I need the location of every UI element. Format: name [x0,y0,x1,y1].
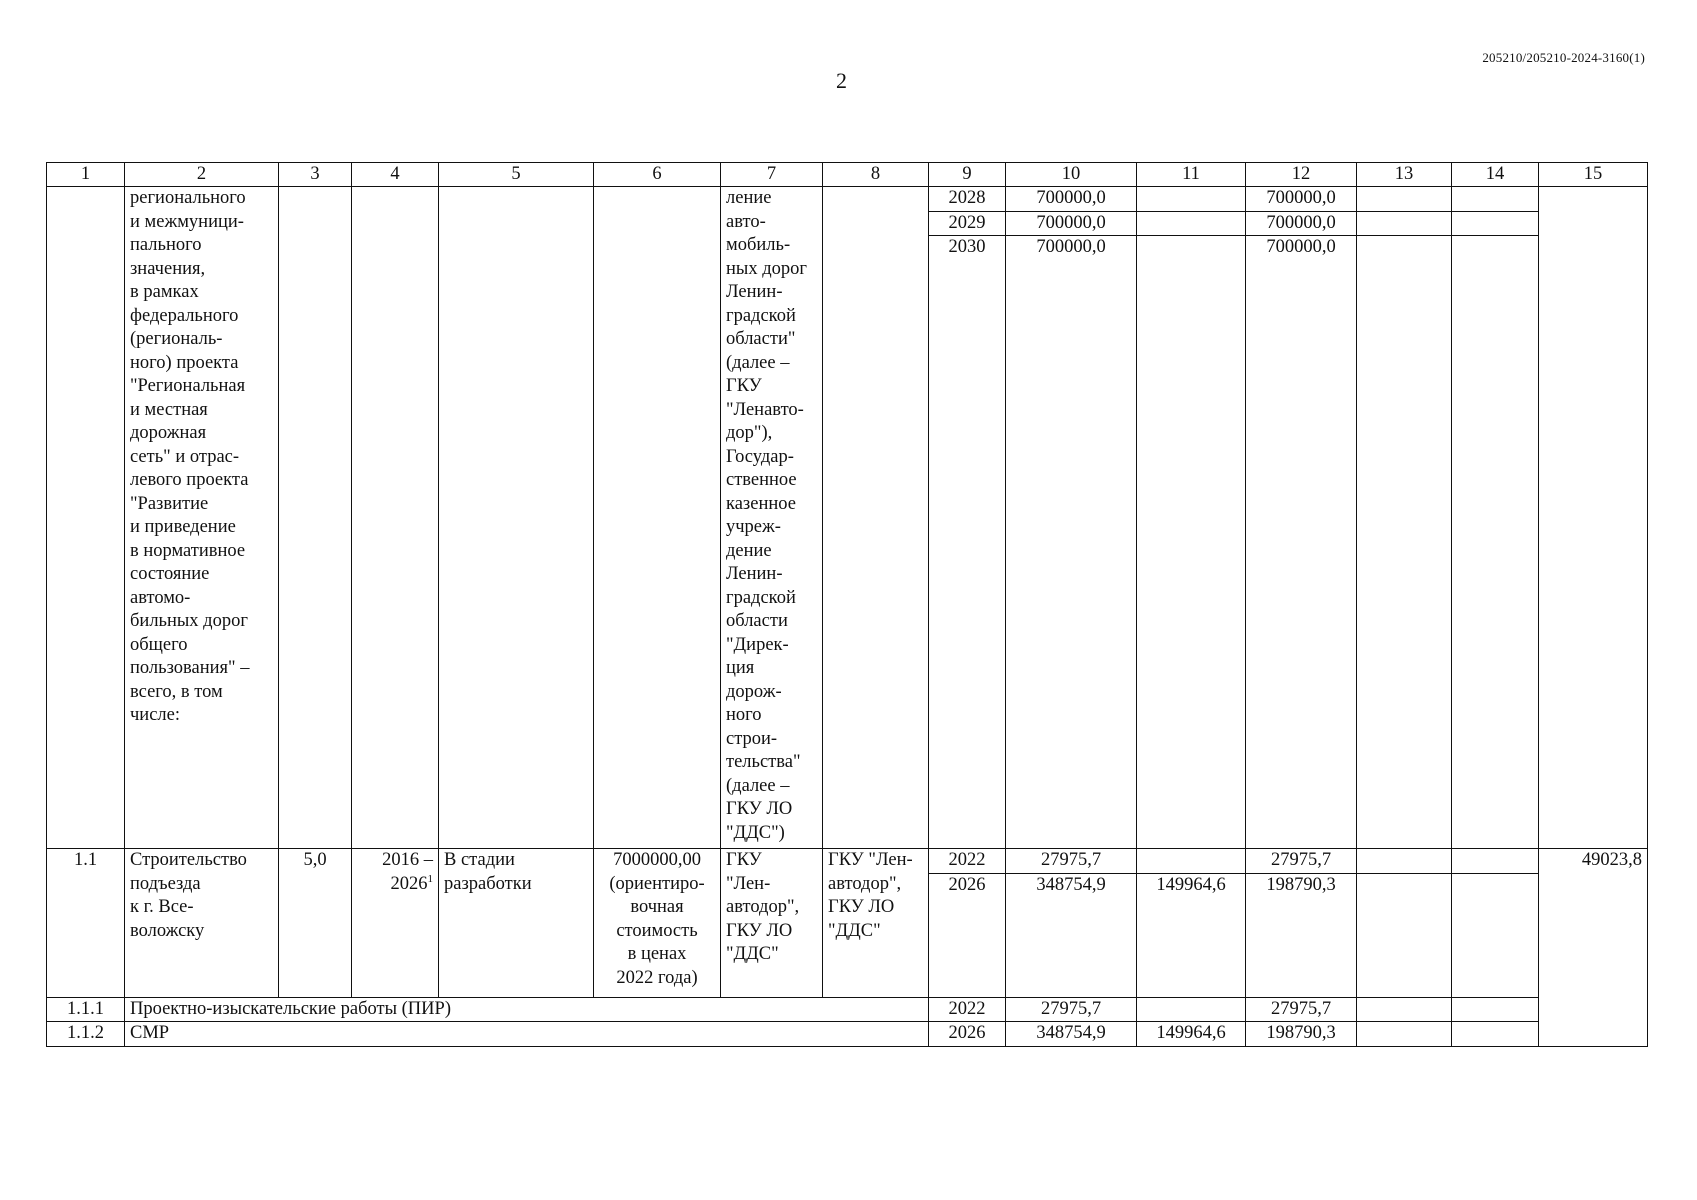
document-id: 205210/205210-2024-3160(1) [1482,50,1645,65]
work-name: Проектно-изыскательские работы (ПИР) [125,997,929,1022]
year-cell: 2028 [929,187,1006,212]
col13-cell [1357,1022,1452,1047]
col14-cell [1452,211,1539,236]
col13-cell [1357,187,1452,212]
row-number: 1.1 [47,849,125,998]
year-cell: 2030 [929,236,1006,849]
period-footnote: 1 [427,872,433,885]
page-number: 2 [836,68,847,93]
col-header: 11 [1137,163,1246,187]
col13-cell [1357,997,1452,1022]
year-cell: 2026 [929,1022,1006,1047]
total-cell: 700000,0 [1006,236,1137,849]
main-period-cell [352,187,439,849]
col-header: 7 [721,163,823,187]
total-cell: 27975,7 [1006,997,1137,1022]
federal-cell [1137,236,1246,849]
col14-cell [1452,236,1539,849]
col13-cell [1357,211,1452,236]
total-cell: 27975,7 [1006,849,1137,874]
col-header: 3 [279,163,352,187]
col-header: 6 [594,163,721,187]
total-cell: 348754,9 [1006,1022,1137,1047]
col13-cell [1357,849,1452,874]
main-cost-cell [594,187,721,849]
col-header: 1 [47,163,125,187]
main-status-cell [439,187,594,849]
work-name: СМР [125,1022,929,1047]
main-length-cell [279,187,352,849]
col14-cell [1452,997,1539,1022]
col14-cell [1452,1022,1539,1047]
length-value: 5,0 [279,849,352,998]
col-header: 5 [439,163,594,187]
federal-cell [1137,187,1246,212]
col-header: 12 [1246,163,1357,187]
col-header: 4 [352,163,439,187]
regional-cell: 700000,0 [1246,211,1357,236]
col-header: 10 [1006,163,1137,187]
executor-value: ГКУ "Лен- автодор", ГКУ ЛО "ДДС" [823,849,929,998]
period-cell [352,849,439,998]
col-header: 15 [1539,163,1648,187]
col-header: 2 [125,163,279,187]
federal-cell: 149964,6 [1137,873,1246,997]
year-cell: 2026 [929,873,1006,997]
federal-cell [1137,849,1246,874]
main-executor-cell [823,187,929,849]
col15-value: 49023,8 [1539,849,1648,1047]
total-cell: 700000,0 [1006,211,1137,236]
status-value: В стадии разработки [439,849,594,998]
col13-cell [1357,873,1452,997]
regional-cell: 700000,0 [1246,187,1357,212]
main-num-cell [47,187,125,849]
table-row [47,849,1648,874]
program-table [46,162,1648,1047]
customer-value: ГКУ "Лен- автодор", ГКУ ЛО "ДДС" [721,849,823,998]
period-value: 2016 – 2026 [382,850,433,894]
col14-cell [1452,187,1539,212]
total-cell: 700000,0 [1006,187,1137,212]
total-cell: 348754,9 [1006,873,1137,997]
regional-cell: 27975,7 [1246,997,1357,1022]
column-header-row [47,163,1648,187]
federal-cell [1137,211,1246,236]
col-header: 13 [1357,163,1452,187]
col14-cell [1452,873,1539,997]
col-header: 9 [929,163,1006,187]
federal-cell: 149964,6 [1137,1022,1246,1047]
regional-cell: 700000,0 [1246,236,1357,849]
main-customer-cell: ление авто- мобиль- ных дорог Ленин- градской области" (далее – ГКУ "Ленавто- дор"), Государ- ственное казенное учреж- дение Ленин- градской области "Дирек- ция дорож- ного строи- тельства" (далее – ГКУ ЛО "ДДС") [721,187,823,849]
table-row [47,1022,1648,1047]
regional-cell: 198790,3 [1246,1022,1357,1047]
main-name-cell: регионального и межмуници- пального значения, в рамках федерального (региональ- ного) проекта "Региональная и местная дорожная сеть" и отрас- левого проекта "Развитие и приведение в нормативное состояние автомо- бильных дорог общего пользования" – всего, в том числе: [125,187,279,849]
federal-cell [1137,997,1246,1022]
table-row [47,997,1648,1022]
col-header: 8 [823,163,929,187]
col15-cell [1539,187,1648,849]
col-header: 14 [1452,163,1539,187]
year-cell: 2022 [929,997,1006,1022]
table-row [47,187,1648,212]
regional-cell: 27975,7 [1246,849,1357,874]
row-number: 1.1.1 [47,997,125,1022]
regional-cell: 198790,3 [1246,873,1357,997]
year-cell: 2029 [929,211,1006,236]
year-cell: 2022 [929,849,1006,874]
col14-cell [1452,849,1539,874]
row-number: 1.1.2 [47,1022,125,1047]
cost-value: 7000000,00 (ориентиро- вочная стоимость в ценах 2022 года) [594,849,721,998]
col13-cell [1357,236,1452,849]
object-name: Строительство подъезда к г. Все- воложску [125,849,279,998]
